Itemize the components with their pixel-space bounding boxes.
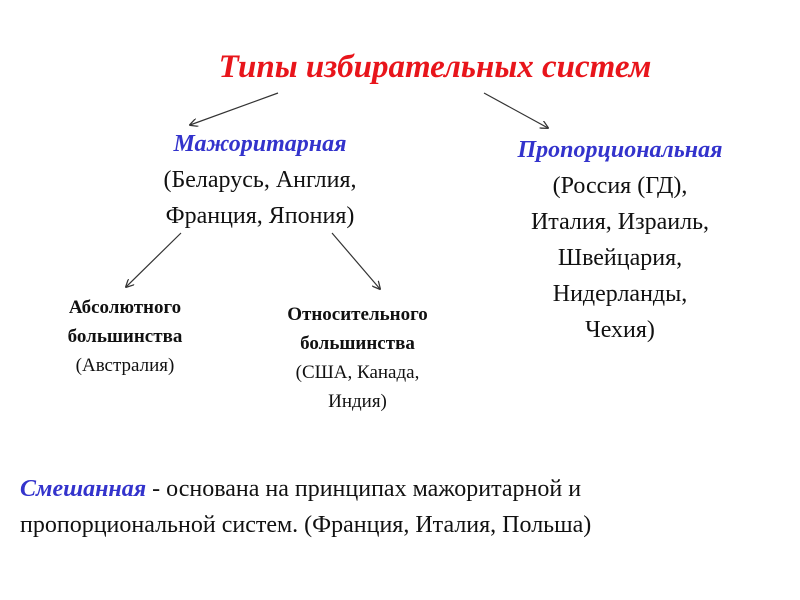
absolute-majority-heading: Абсолютного	[68, 297, 182, 318]
relative-majority-heading: большинства	[300, 333, 415, 354]
absolute-majority-heading: большинства	[67, 326, 183, 347]
relative-majority-heading: Относительного	[287, 304, 428, 325]
proportional-countries-line: Нидерланды,	[552, 281, 688, 307]
proportional-countries-line: Швейцария,	[557, 245, 683, 271]
absolute-majority-block	[20, 293, 230, 380]
mixed-heading: Смешанная	[20, 476, 147, 502]
mixed-line-1-text: - основана на принципах мажоритарной и	[146, 476, 582, 502]
slide-title: Типы избирательных систем	[218, 49, 652, 85]
mixed-system-description	[20, 471, 790, 543]
majoritarian-countries-line: (Беларусь, Англия,	[163, 167, 357, 193]
proportional-countries-line: (Россия (ГД),	[552, 173, 688, 199]
arrow-to-proportional	[484, 93, 548, 128]
mixed-line-2: пропорциональной систем. (Франция, Италия, Польша)	[20, 512, 592, 538]
proportional-heading: Пропорциональная	[517, 137, 723, 163]
relative-majority-countries: (США, Канада,	[295, 362, 420, 383]
proportional-countries-line: Чехия)	[585, 317, 655, 343]
proportional-block	[440, 132, 800, 348]
absolute-majority-countries: (Австралия)	[75, 355, 175, 376]
majoritarian-countries-line: Франция, Япония)	[165, 203, 355, 229]
mixed-line-1	[20, 471, 790, 507]
majoritarian-block	[80, 126, 440, 234]
relative-majority-block	[245, 300, 470, 416]
majoritarian-heading: Мажоритарная	[173, 131, 347, 157]
proportional-countries-line: Италия, Израиль,	[530, 209, 710, 235]
arrow-to-absolute	[126, 233, 181, 287]
arrow-to-relative	[332, 233, 380, 289]
relative-majority-countries: Индия)	[328, 391, 387, 412]
arrow-to-majoritarian	[190, 93, 278, 125]
